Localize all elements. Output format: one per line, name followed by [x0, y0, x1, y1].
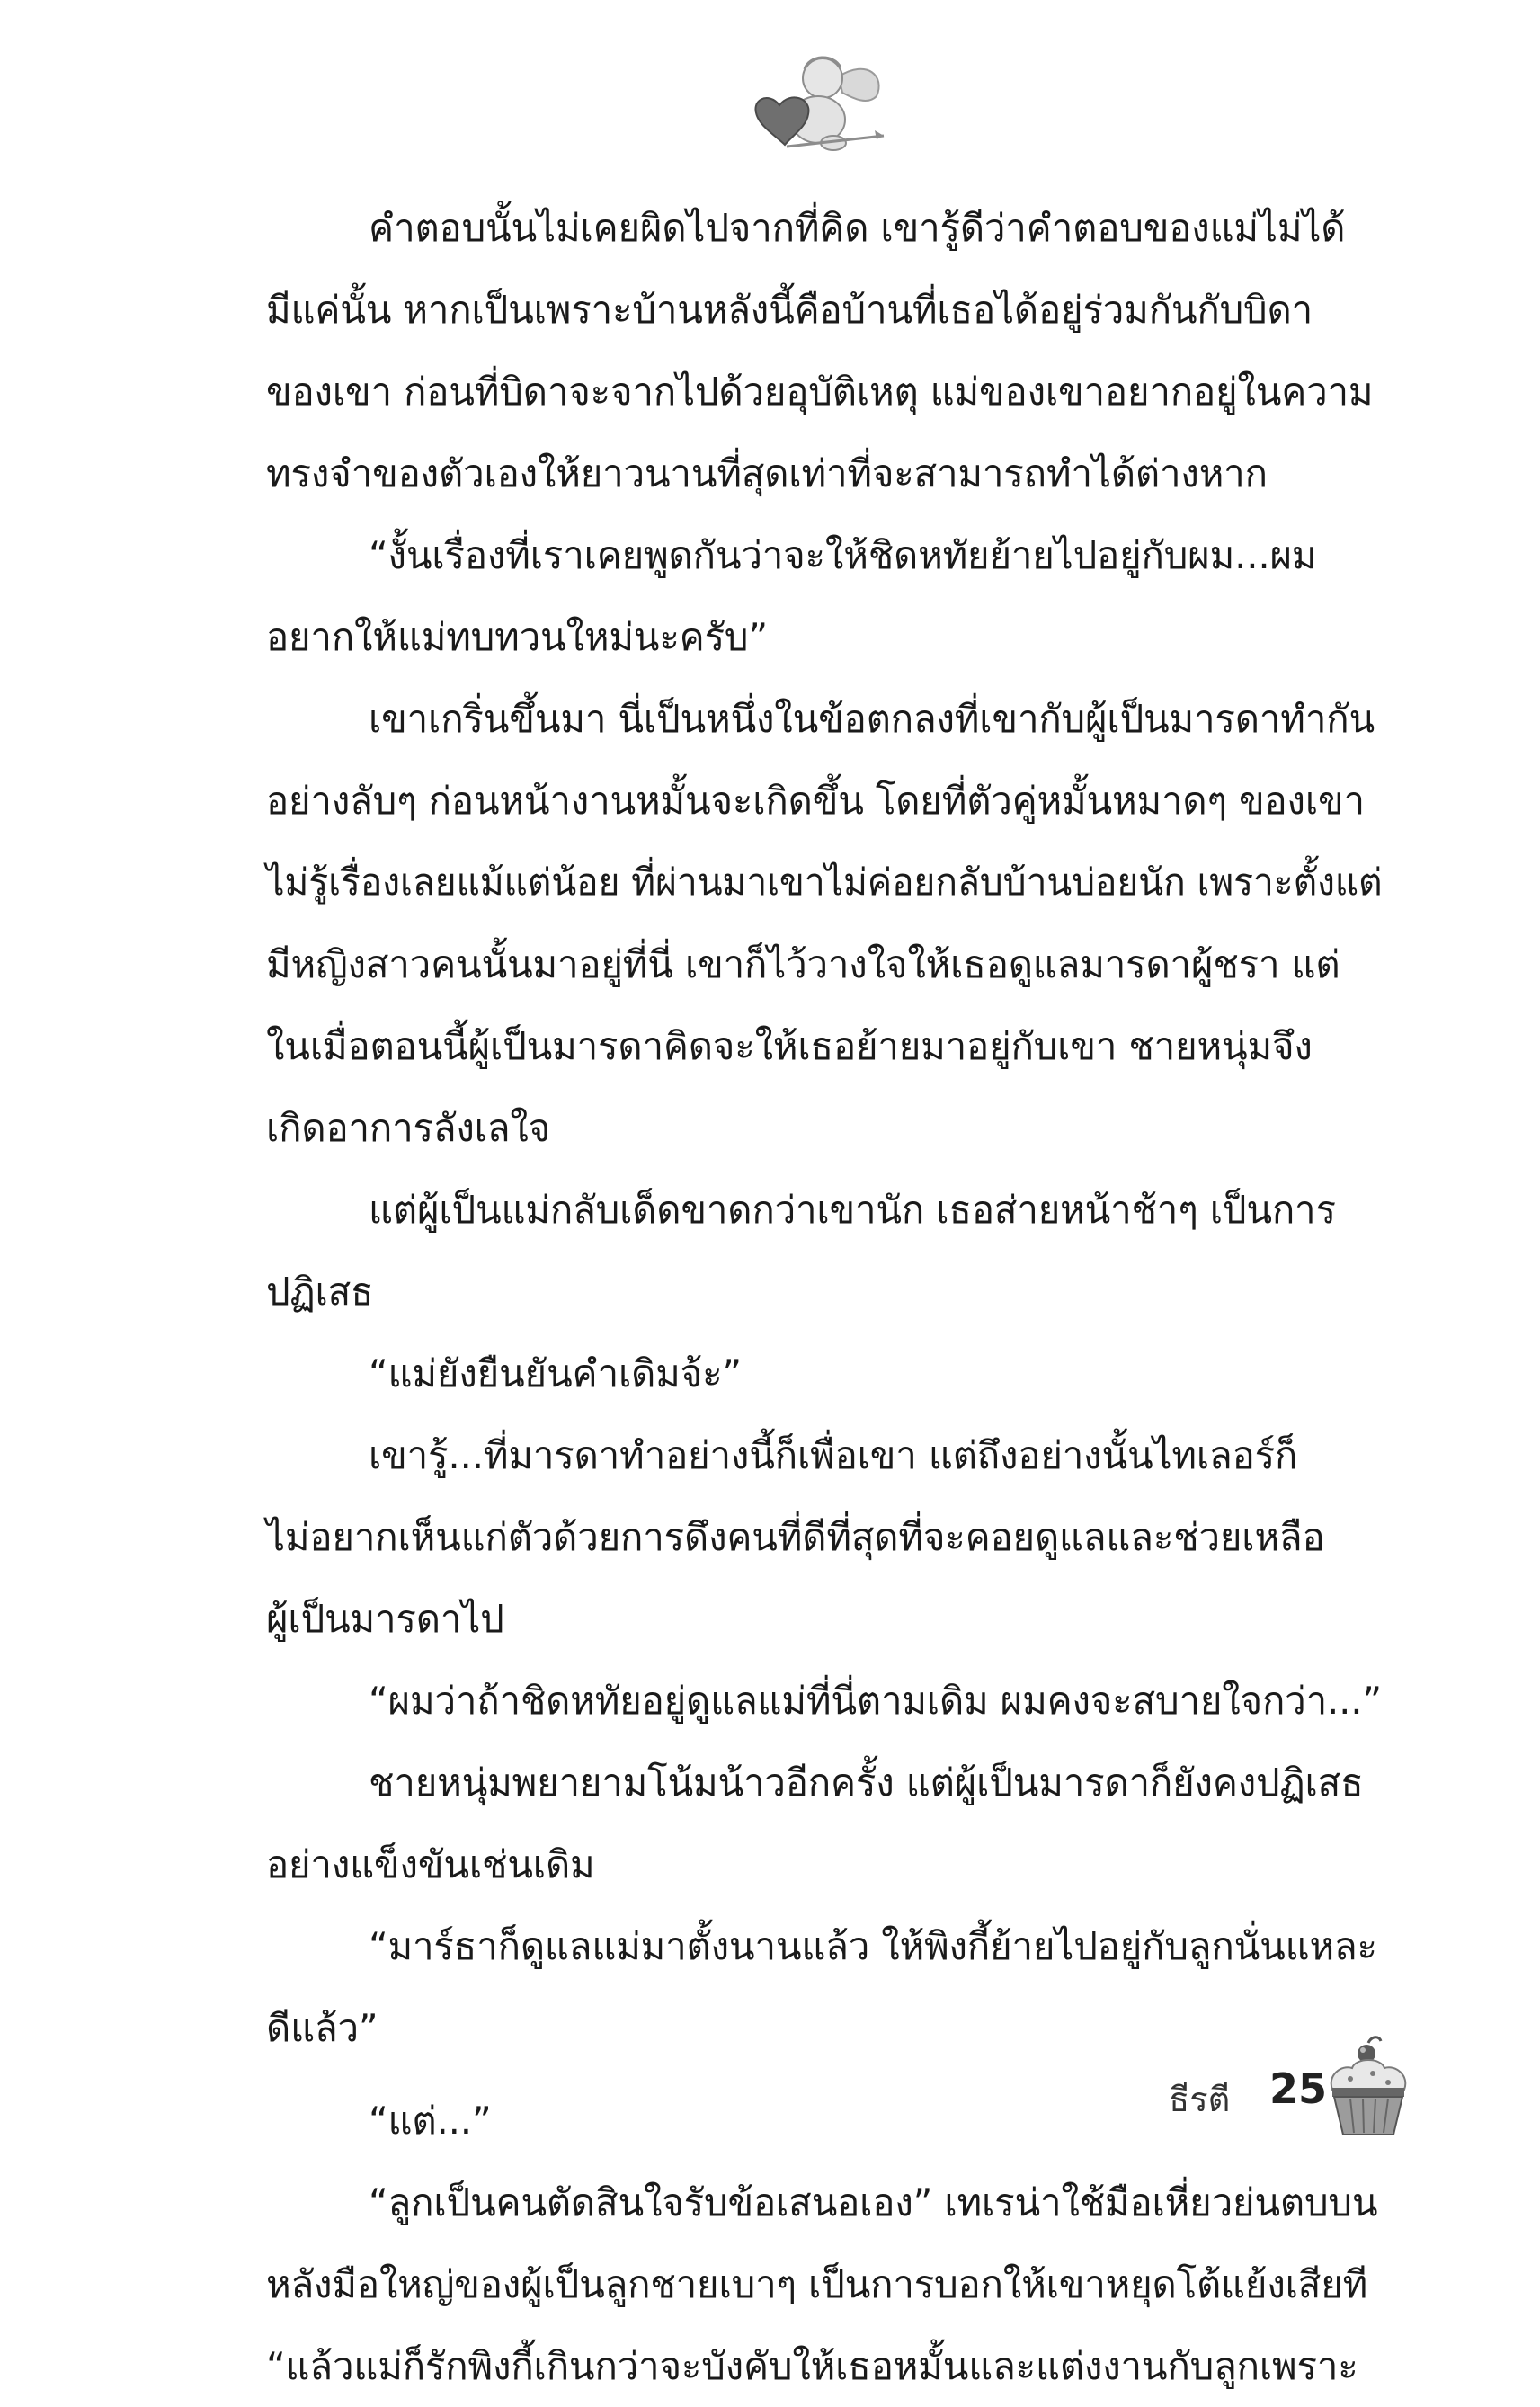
text-line: ดีแล้ว” — [266, 2006, 378, 2050]
text-line: อย่างลับๆ ก่อนหน้างานหมั้นจะเกิดขึ้น โดยที่ตัวคู่หมั้นหมาดๆ ของเขา — [266, 779, 1365, 823]
text-line: “ผมว่าถ้าชิดหทัยอยู่ดูแลแม่ที่นี่ตามเดิม ผมคงจะสบายใจกว่า...” — [369, 1679, 1382, 1723]
author-name: ธีรตี — [1169, 2080, 1231, 2119]
text-line: “แล้วแม่ก็รักพิงกี้เกินกว่าจะบังคับให้เธอหมั้นและแต่งงานกับลูกเพราะ — [266, 2344, 1358, 2388]
text-line: ไม่รู้เรื่องเลยแม้แต่น้อย ที่ผ่านมาเขาไม่ค่อยกลับบ้านบ่อยนัก เพราะตั้งแต่ — [266, 860, 1383, 904]
cupcake-icon — [1323, 2034, 1413, 2140]
text-line: แต่ผู้เป็นแม่กลับเด็ดขาดกว่าเขานัก เธอส่ายหน้าช้าๆ เป็นการ — [369, 1188, 1336, 1232]
text-line: เขาเกริ่นขึ้นมา นี่เป็นหนึ่งในข้อตกลงที่เขากับผู้เป็นมารดาทำกัน — [369, 697, 1375, 741]
text-line: ทรงจำของตัวเองให้ยาวนานที่สุดเท่าที่จะสามารถทำได้ต่างหาก — [266, 451, 1268, 495]
text-line: ไม่อยากเห็นแก่ตัวด้วยการดึงคนที่ดีที่สุดที่จะคอยดูแลและช่วยเหลือ — [266, 1515, 1325, 1559]
page-footer — [1169, 2034, 1438, 2142]
cherub-with-heart-icon — [733, 49, 890, 157]
text-line: หลังมือใหญ่ของผู้เป็นลูกชายเบาๆ เป็นการบอกให้เขาหยุดโต้แย้งเสียที — [266, 2262, 1368, 2306]
text-line: ชายหนุ่มพยายามโน้มน้าวอีกครั้ง แต่ผู้เป็นมารดาก็ยังคงปฏิเสธ — [369, 1761, 1364, 1805]
text-line: อยากให้แม่ทบทวนใหม่นะครับ” — [266, 615, 768, 659]
text-line: เกิดอาการลังเลใจ — [266, 1106, 551, 1150]
text-line: “ลูกเป็นคนตัดสินใจรับข้อเสนอเอง” เทเรน่าใช้มือเหี่ยวย่นตบบน — [369, 2180, 1378, 2224]
text-line: ในเมื่อตอนนี้ผู้เป็นมารดาคิดจะให้เธอย้ายมาอยู่กับเขา ชายหนุ่มจึง — [266, 1024, 1313, 1068]
text-line: คำตอบนั้นไม่เคยผิดไปจากที่คิด เขารู้ดีว่าคำตอบของแม่ไม่ได้ — [369, 206, 1346, 250]
text-line: “แต่...” — [369, 2099, 492, 2143]
text-line: “งั้นเรื่องที่เราเคยพูดกันว่าจะให้ชิดหทัยย้ายไปอยู่กับผม...ผม — [369, 533, 1317, 577]
text-line: อย่างแข็งขันเช่นเดิม — [266, 1842, 595, 1886]
text-line: เขารู้...ที่มารดาทำอย่างนี้ก็เพื่อเขา แต่ถึงอย่างนั้นไทเลอร์ก็ — [369, 1433, 1298, 1477]
text-line: มีหญิงสาวคนนั้นมาอยู่ที่นี่ เขาก็ไว้วางใจให้เธอดูแลมารดาผู้ชรา แต่ — [266, 942, 1340, 986]
text-line: มีแค่นั้น หากเป็นเพราะบ้านหลังนี้คือบ้านที่เธอได้อยู่ร่วมกันกับบิดา — [266, 288, 1313, 332]
text-line: ผู้เป็นมารดาไป — [266, 1597, 504, 1641]
text-line: “แม่ยังยืนยันคำเดิมจ้ะ” — [369, 1351, 742, 1395]
page-number: 25 — [1269, 2064, 1328, 2113]
text-line: ปฏิเสธ — [266, 1270, 374, 1314]
text-line: ของเขา ก่อนที่บิดาจะจากไปด้วยอุบัติเหตุ แม่ของเขาอยากอยู่ในความ — [266, 370, 1374, 414]
text-line: “มาร์ธาก็ดูแลแม่มาตั้งนานแล้ว ให้พิงกี้ย้ายไปอยู่กับลูกนั่นแหละ — [369, 1924, 1377, 1968]
